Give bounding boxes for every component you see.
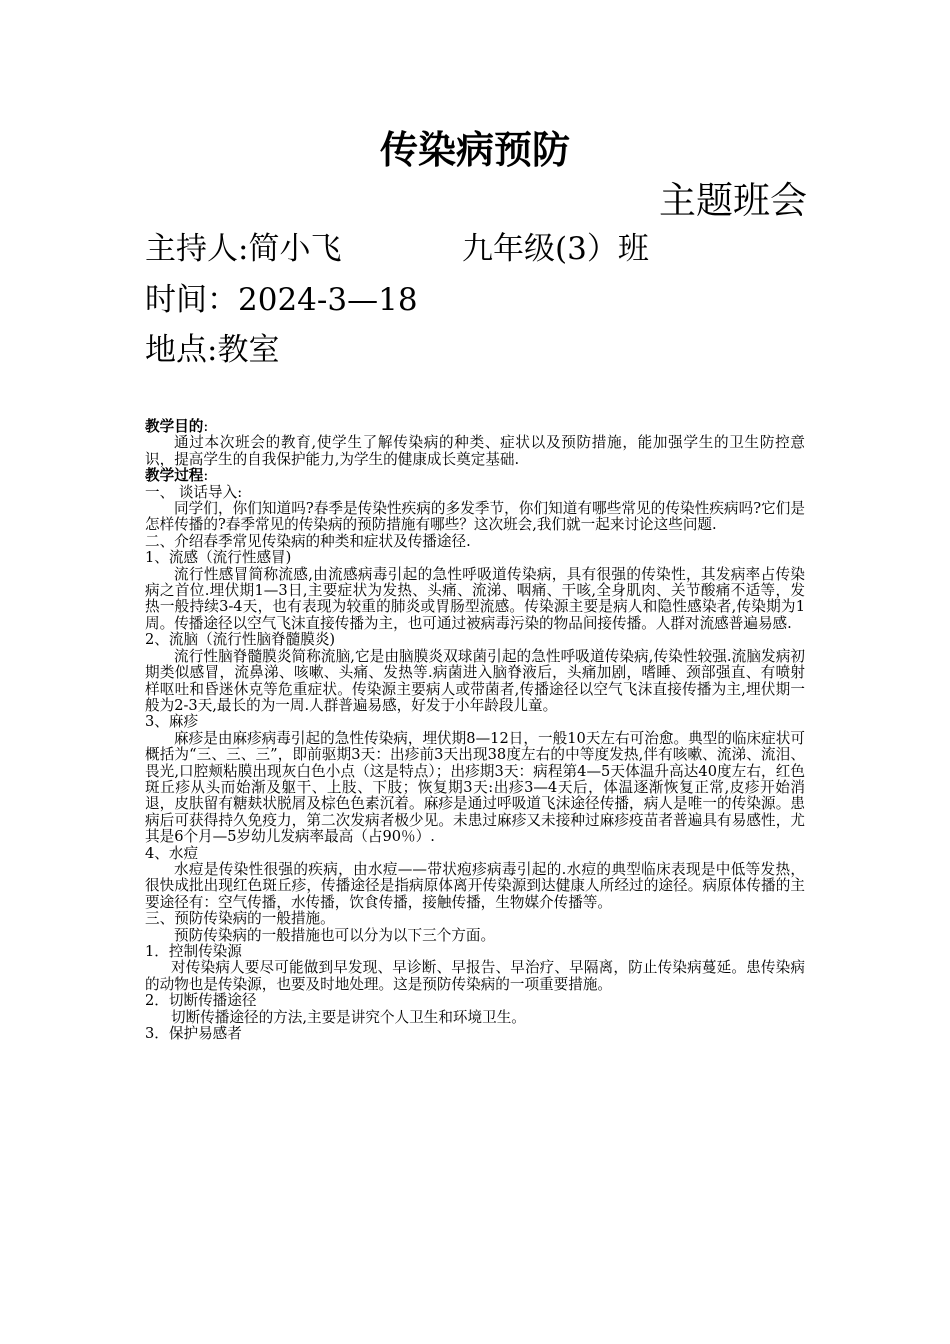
measure-1-heading: 1．控制传染源 <box>145 943 242 960</box>
disease-1-paragraph: 流行性感冒简称流感,由流感病毒引起的急性呼吸道传染病，具有很强的传染性，其发病率占传染病之首位.埋伏期1—3日,主要症状为发热、头痛、流涕、咽痛、干咳,全身肌肉、关节酸痛不适等，发热一般持续3-4天，也有表现为较重的肺炎或胃肠型流感。传染源主要是病人和隐性感染者,传染期为1周。传播途径以空气飞沫直接传播为主，也可通过被病毒污染的物品间接传播。人群对流感普遍易感. <box>145 565 805 632</box>
time-line: 时间：2024-3—18 <box>145 282 418 318</box>
class-name: 九年级(3）班 <box>462 231 649 267</box>
disease-3-heading: 3、麻疹 <box>145 713 199 731</box>
process-heading-colon: : <box>203 467 209 485</box>
disease-4-paragraph: 水痘是传染性很强的疾病，由水痘——带状疱疹病毒引起的.水痘的典型临床表现是中低等发热，很快成批出现红色斑丘疹，传播途径是指病原体离开传染源到达健康人所经过的途径。病原体传播的主要途径有：空气传播，水传播，饮食传播，接触传播，生物媒介传播等。 <box>145 860 805 911</box>
disease-2-paragraph: 流行性脑脊髓膜炎简称流脑,它是由脑膜炎双球菌引起的急性呼吸道传染病,传染性较强.流脑发病初期类似感冒，流鼻涕、咳嗽、头痛、发热等.病菌进入脑脊液后，头痛加剧，嗜睡、颈部强直、有喷射样呕吐和昏迷休克等危重症状。传染源主要病人或带菌者,传播途径以空气飞沫直接传播为主,埋伏期一般为2-3天,最长的为一周.人群普遍易感，好发于小年龄段儿童。 <box>145 647 805 714</box>
section-3-heading: 三、预防传染病的一般措施。 <box>145 910 335 928</box>
host-line: 主持人:简小飞 <box>145 231 342 267</box>
section-1-heading: 一、 谈话导入: <box>145 483 243 501</box>
disease-2-heading: 2、流脑（流行性脑脊髓膜炎) <box>145 631 336 649</box>
section-3-paragraph: 预防传染病的一般措施也可以分为以下三个方面。 <box>174 926 496 944</box>
measure-2-heading: 2．切断传播途径 <box>145 992 257 1010</box>
measure-2-paragraph: 切断传播途径的方法,主要是讲究个人卫生和环境卫生。 <box>171 1008 526 1026</box>
document-subtitle: 主题班会 <box>659 179 807 222</box>
section-1-paragraph: 同学们，你们知道吗?春季是传染性疾病的多发季节，你们知道有哪些常见的传染性疾病吗?它们是怎样传播的?春季常见的传染病的预防措施有哪些？这次班会,我们就一起来讨论这些问题. <box>145 500 805 534</box>
document-body <box>145 419 805 1042</box>
goal-heading: 教学目的 <box>145 418 204 435</box>
disease-4-heading: 4、水痘 <box>145 844 199 862</box>
disease-3-paragraph: 麻疹是由麻疹病毒引起的急性传染病，埋伏期8—12日，一般10天左右可治愈。典型的临床症状可概括为“三、三、三”，即前驱期3天：出疹前3天出现38度左右的中等度发热,伴有咳嗽、流涕、流泪、畏光,口腔颊粘膜出现灰白色小点（这是特点）；出疹期3天：病程第4—5天体温升高达40度左右，红色斑丘疹从头而始渐及躯干、上肢、下肢；恢复期3天:出疹3—4天后，体温逐渐恢复正常,皮疹开始消退，皮肤留有糖麸状脱屑及棕色色素沉着。麻疹是通过呼吸道飞沫途径传播，病人是唯一的传染源。患病后可获得持久免疫力，第二次发病者极少见。未患过麻疹又未接种过麻疹疫苗者普遍具有易感性，尤其是6个月—5岁幼儿发病率最高（占90％）. <box>145 729 805 846</box>
measure-1-paragraph: 对传染病人要尽可能做到早发现、早诊断、早报告、早治疗、早隔离，防止传染病蔓延。患传染病的动物也是传染源，也要及时地处理。这是预防传染病的一项重要措施。 <box>145 959 805 993</box>
process-heading: 教学过程 <box>145 467 204 485</box>
disease-1-heading: 1、流感（流行性感冒) <box>145 549 292 567</box>
document-title: 传染病预防 <box>379 128 570 172</box>
place-line: 地点:教室 <box>145 332 280 368</box>
section-2-heading: 二、介绍春季常见传染病的种类和症状及传播途径. <box>145 532 471 550</box>
goal-heading-colon: : <box>203 418 209 435</box>
goal-heading-line <box>145 419 805 435</box>
goal-paragraph: 通过本次班会的教育,使学生了解传染病的种类、症状以及预防措施，能加强学生的卫生防控意识，提高学生的自我保护能力,为学生的健康成长奠定基础. <box>145 434 805 468</box>
measure-3-heading: 3．保护易感者 <box>145 1025 242 1043</box>
process-heading-line <box>145 468 805 484</box>
